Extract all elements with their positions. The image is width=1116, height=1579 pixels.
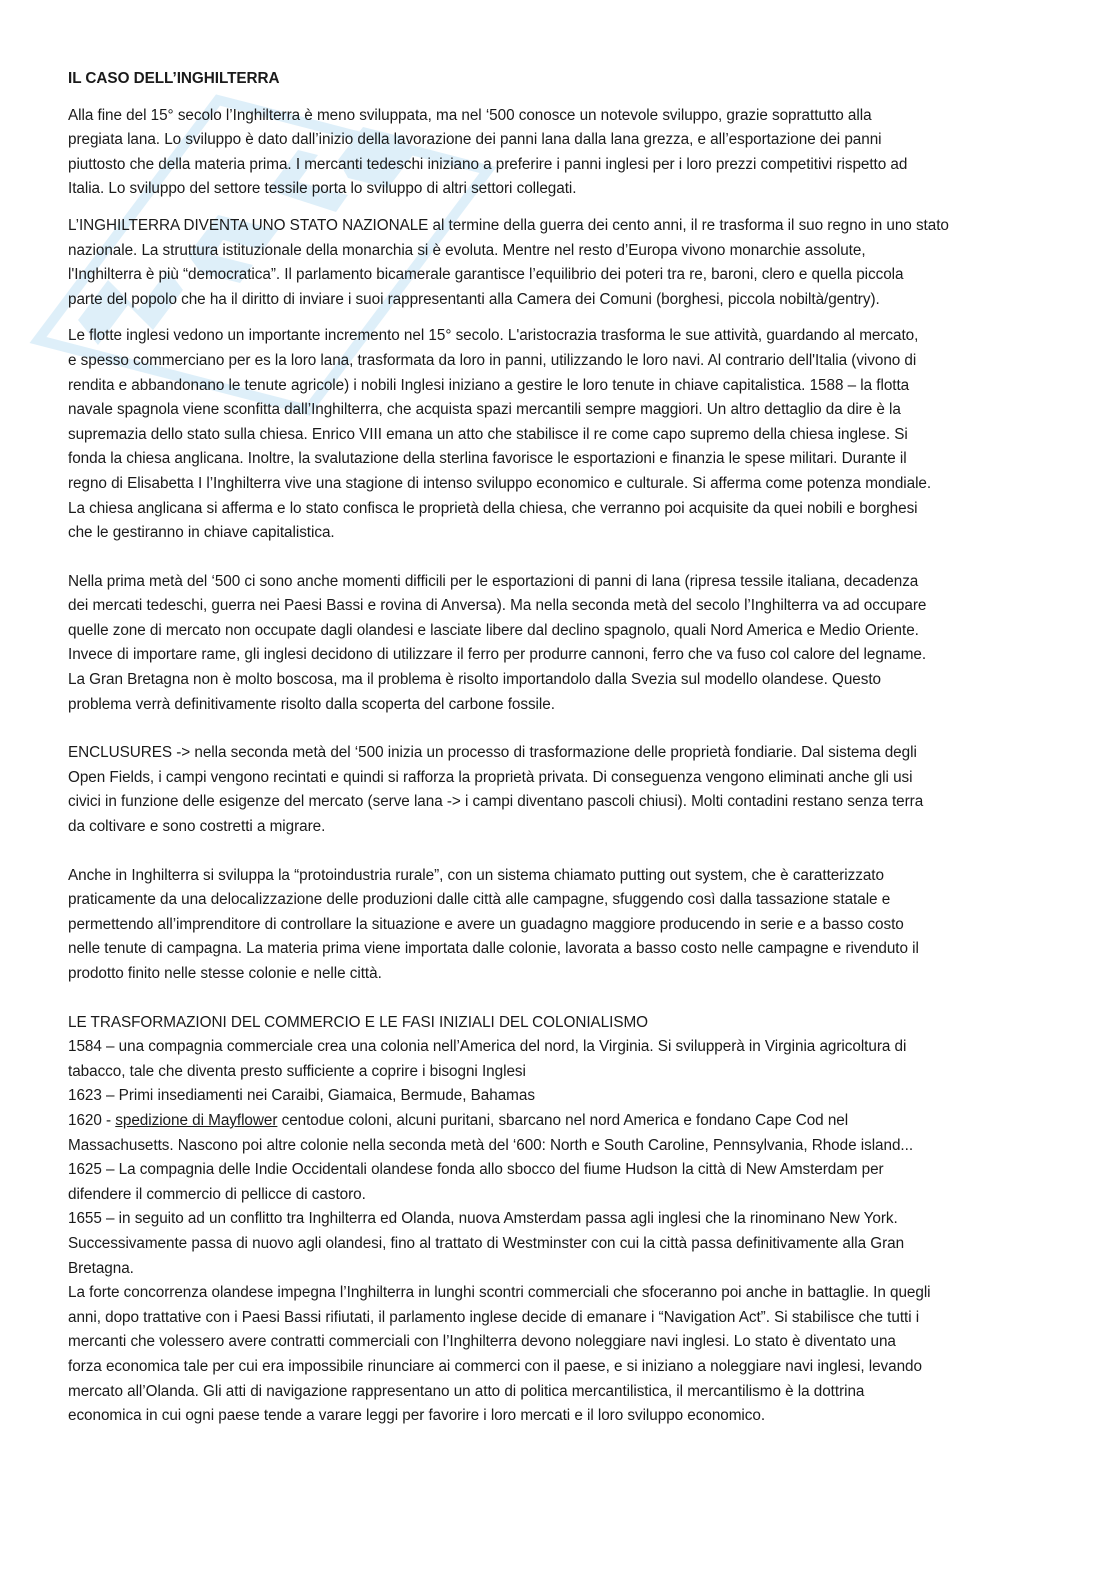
text-line: Bretagna. — [68, 1259, 134, 1277]
text-line: Invece di importare rame, gli inglesi decidono di utilizzare il ferro per produrre cannoni, ferro che va fuso col calore del legname. — [68, 646, 927, 664]
text-line: parte del popolo che ha il diritto di inviare i suoi rappresentanti alla Camera dei Comuni (borghesi, piccola nobiltà/gentry). — [68, 290, 880, 308]
text-line: piuttosto che della materia prima. I mercanti tedeschi iniziano a preferire i panni inglesi per i loro prezzi competitivi rispetto ad — [68, 155, 908, 173]
text-line: navale spagnola viene sconfitta dall’Inghilterra, che acquista spazi mercantili sempre maggiori. Un altro dettaglio da dire è la — [68, 401, 901, 419]
text-line: La Gran Bretagna non è molto boscosa, ma il problema è risolto importandolo dalla Svezia sul modello olandese. Questo — [68, 671, 881, 689]
text-line: 1625 – La compagnia delle Indie Occidentali olandese fonda allo sbocco del fiume Hudson la città di New Amsterdam per — [68, 1161, 884, 1179]
text-line: 1584 – una compagnia commerciale crea una colonia nell’America del nord, la Virginia. Si svilupperà in Virginia agricoltura di — [68, 1038, 907, 1056]
text-line: mercanti che volessero avere contratti commerciali con l’Inghilterra devono noleggiare navi inglesi. Lo stato è diventato una — [68, 1333, 896, 1351]
paragraph-colonialism — [68, 1011, 1048, 1429]
text-line: forza economica tale per cui era impossibile rinunciare ai commerci con il paese, e si iniziano a noleggiare navi inglesi, levando — [68, 1357, 922, 1375]
text-line: e spesso commerciano per es la loro lana, trasformata da loro in panni, utilizzando le loro navi. Al contrario dell'Italia (vivono di — [68, 351, 917, 369]
text-line: economica in cui ogni paese tende a varare leggi per favorire i loro mercati e il loro sviluppo economico. — [68, 1407, 766, 1425]
text-line: Successivamente passa di nuovo agli olandesi, fino al trattato di Westminster con cui la città passa definitivamente alla Gran — [68, 1234, 905, 1252]
text-line: La chiesa anglicana si afferma e lo stato confisca le proprietà della chiesa, che verranno poi acquisite da quei nobili e borghesi — [68, 499, 918, 517]
mayflower-link[interactable]: spedizione di Mayflower — [115, 1111, 278, 1129]
text-line: Anche in Inghilterra si sviluppa la “protoindustria rurale”, con un sistema chiamato putting out system, che è caratterizzato — [68, 866, 884, 884]
document-title: IL CASO DELL’INGHILTERRA — [68, 70, 280, 87]
document-page — [68, 67, 1048, 1441]
text-line: 1623 – Primi insediamenti nei Caraibi, Giamaica, Bermude, Bahamas — [68, 1087, 535, 1105]
text-line: tabacco, tale che diventa presto sufficiente a coprire i bisogni Inglesi — [68, 1062, 526, 1080]
text-line: anni, dopo trattative con i Paesi Bassi rifiutati, il parlamento inglese decide di emanare i “Navigation Act”. Si stabilisce che tutti i — [68, 1308, 920, 1326]
text-line: Italia. Lo sviluppo del settore tessile porta lo sviluppo di altri settori collegati. — [68, 180, 577, 198]
paragraph-protoindustry — [68, 864, 1048, 987]
text-line: permettendo all’imprenditore di controllare la situazione e avere un guadagno maggiore producendo in serie e a basso costo — [68, 915, 904, 933]
text-line: Alla fine del 15° secolo l’Inghilterra è meno sviluppata, ma nel ‘500 conosce un notevole sviluppo, grazie soprattutto alla — [68, 106, 872, 124]
text-line-mayflower — [68, 1109, 1048, 1134]
text-line: nelle tenute di campagna. La materia prima viene importata dalle colonie, lavorata a basso costo nelle campagne e rivenduto il — [68, 940, 919, 958]
text-line: L’INGHILTERRA DIVENTA UNO STATO NAZIONALE al termine della guerra dei cento anni, il re trasforma il suo regno in uno stato — [68, 216, 949, 234]
text-line: dei mercati tedeschi, guerra nei Paesi Bassi e rovina di Anversa). Ma nella seconda metà del secolo l’Inghilterra va ad occupare — [68, 597, 927, 615]
text-line: civici in funzione delle esigenze del mercato (serve lana -> i campi diventano pascoli chiusi). Molti contadini restano senza terra — [68, 793, 924, 811]
text-line: da coltivare e sono costretti a migrare. — [68, 818, 326, 836]
mayflower-suffix: centodue coloni, alcuni puritani, sbarcano nel nord America e fondano Cape Cod nel — [277, 1111, 849, 1129]
paragraph-export-difficulties — [68, 570, 1048, 718]
text-line: nazionale. La struttura istituzionale della monarchia si è evoluta. Mentre nel resto d’Europa vivono monarchie assolute, — [68, 241, 866, 259]
text-line: Nella prima metà del ‘500 ci sono anche momenti difficili per le esportazioni di panni di lana (ripresa tessile italiana, decadenza — [68, 572, 919, 590]
text-line: che le gestiranno in chiave capitalistica. — [68, 524, 335, 542]
text-line: Le flotte inglesi vedono un importante incremento nel 15° secolo. L'aristocrazia trasforma le sue attività, guardando al mercato, — [68, 327, 919, 345]
section-heading: LE TRASFORMAZIONI DEL COMMERCIO E LE FASI INIZIALI DEL COLONIALISMO — [68, 1013, 649, 1031]
text-line: fonda la chiesa anglicana. Inoltre, la svalutazione della sterlina favorisce le esportazioni e finanzia le spese militari. Durante il — [68, 450, 907, 468]
mayflower-prefix: 1620 - — [68, 1111, 116, 1129]
text-line: l'Inghilterra è più “democratica”. Il parlamento bicamerale garantisce l’equilibrio dei poteri tra re, baroni, clero e quella piccola — [68, 266, 904, 284]
text-line: La forte concorrenza olandese impegna l’Inghilterra in lunghi scontri commerciali che sfoceranno poi anche in battaglie. In quegli — [68, 1284, 931, 1302]
text-line: praticamente da una delocalizzazione delle produzioni dalle città alle campagne, sfuggendo così dalla tassazione statale e — [68, 891, 891, 909]
text-line: Massachusetts. Nascono poi altre colonie nella seconda metà del ‘600: North e South Caroline, Pennsylvania, Rhode island... — [68, 1136, 914, 1154]
text-line: pregiata lana. Lo sviluppo è dato dall’inizio della lavorazione dei panni lana dalla lana grezza, e all’esportazione dei panni — [68, 131, 882, 149]
text-line: 1655 – in seguito ad un conflitto tra Inghilterra ed Olanda, nuova Amsterdam passa agli inglesi che la rinominano New York. — [68, 1210, 898, 1228]
text-line: difendere il commercio di pellicce di castoro. — [68, 1185, 366, 1203]
text-line: ENCLUSURES -> nella seconda metà del ‘500 inizia un processo di trasformazione delle proprietà fondiarie. Dal sistema degli — [68, 744, 917, 762]
text-line: mercato all’Olanda. Gli atti di navigazione rappresentano un atto di politica mercantilistica, il mercantilismo è la dottrina — [68, 1382, 865, 1400]
paragraph-english-fleets — [68, 324, 1048, 545]
paragraph-wool-development — [68, 104, 1048, 202]
text-line: problema verrà definitivamente risolto dalla scoperta del carbone fossile. — [68, 695, 555, 713]
paragraph-enclosures — [68, 741, 1048, 839]
text-line: regno di Elisabetta I l’Inghilterra vive una stagione di intenso sviluppo economico e culturale. Si afferma come potenza mondiale. — [68, 474, 932, 492]
text-line: rendita e abbandonano le tenute agricole) i nobili Inglesi iniziano a gestire le loro tenute in chiave capitalistica. 1588 – la flotta — [68, 376, 910, 394]
text-line: supremazia dello stato sulla chiesa. Enrico VIII emana un atto che stabilisce il re come capo supremo della chiesa inglese. Si — [68, 425, 908, 443]
text-line: Open Fields, i campi vengono recintati e quindi si rafforza la proprietà privata. Di conseguenza vengono eliminati anche gli usi — [68, 768, 913, 786]
paragraph-national-state — [68, 214, 1048, 312]
text-line: prodotto finito nelle stesse colonie e nelle città. — [68, 965, 382, 982]
text-line: quelle zone di mercato non occupate dagli olandesi e lasciate libere dal declino spagnolo, quali Nord America e Medio Oriente. — [68, 621, 919, 639]
